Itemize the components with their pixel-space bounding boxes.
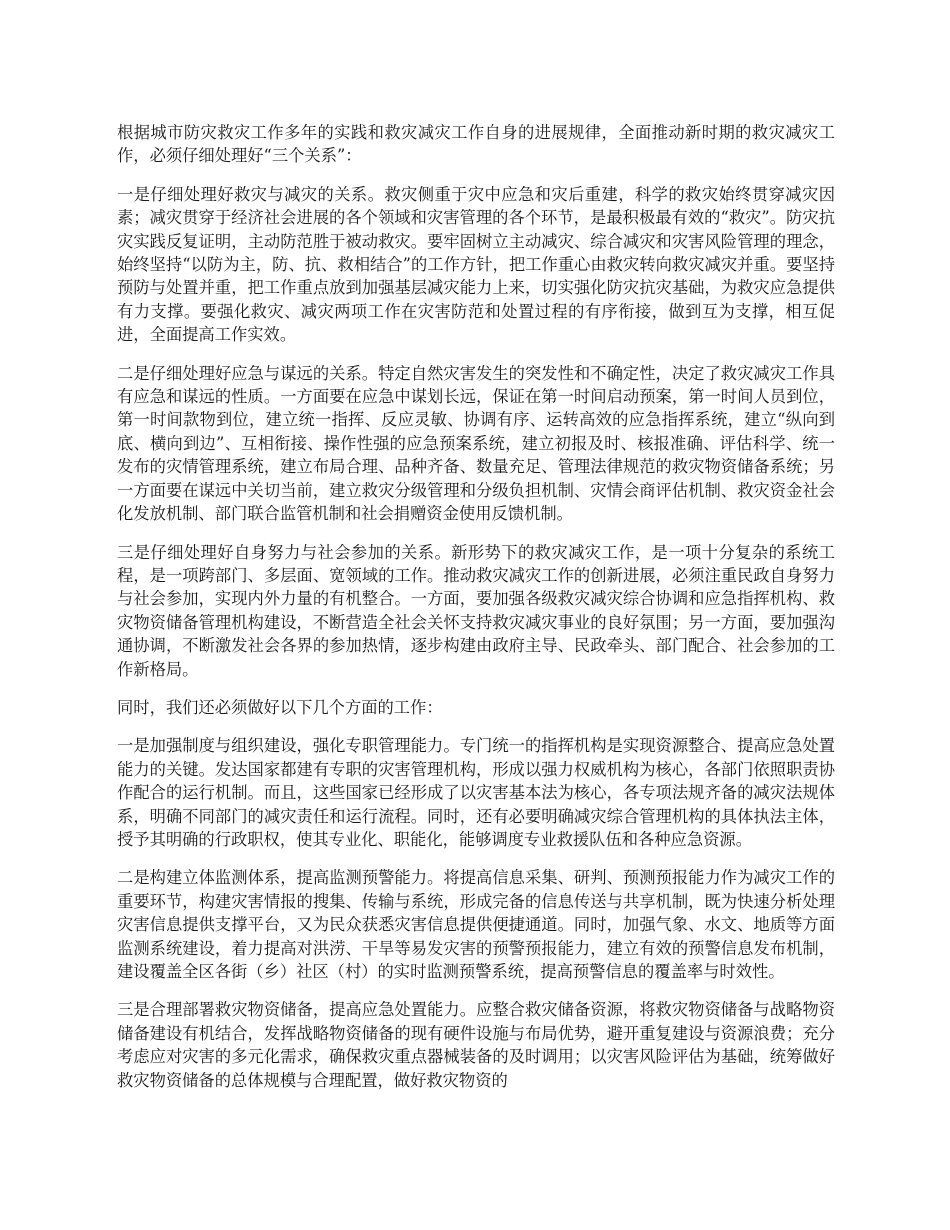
work-monitoring-paragraph: 二是构建立体监测体系，提高监测预警能力。将提高信息采集、研判、预测预报能力作为减灾工作的重要环节，构建灾害情报的搜集、传输与系统，形成完备的信息传送与共享机制，既为快速分析处理灾害信息提供支撑平台，又为民众获悉灾害信息提供便捷通道。同时，加强气象、水文、地质等方面监测系统建设，着力提高对洪涝、干旱等易发灾害的预警预报能力，建立有效的预警信息发布机制，建设覆盖全区各街（乡）社区（村）的实时监测预警系统，提高预警信息的覆盖率与时效性。: [117, 868, 835, 981]
work-institution-paragraph: 一是加强制度与组织建设，强化专职管理能力。专门统一的指挥机构是实现资源整合、提高应急处置能力的关键。发达国家都建有专职的灾害管理机构，形成以强力权威机构为核心，各部门依照职责协作配合的运行机制。而且，这些国家已经形成了以灾害基本法为核心，各专项法规齐备的减灾法规体系，明确不同部门的减灾责任和运行流程。同时，还有必要明确减灾综合管理机构的具体执法主体，授予其明确的行政职权，使其专业化、职能化，能够调度专业救援队伍和各种应急资源。: [117, 736, 835, 849]
relation-emergency-longterm-paragraph: 二是仔细处理好应急与谋远的关系。特定自然灾害发生的突发性和不确定性，决定了救灾减灾工作具有应急和谋远的性质。一方面要在应急中谋划长远，保证在第一时间启动预案，第一时间人员到位，第一时间款物到位，建立统一指挥、反应灵敏、协调有序、运转高效的应急指挥系统，建立“纵向到底、横向到边”、互相衔接、操作性强的应急预案系统，建立初报及时、核报准确、评估科学、统一发布的灾情管理系统，建立布局合理、品种齐备、数量充足、管理法律规范的救灾物资储备系统；另一方面要在谋远中关切当前，建立救灾分级管理和分级负担机制、灾情会商评估机制、救灾资金社会化发放机制、部门联合监管机制和社会捐赠资金使用反馈机制。: [117, 363, 835, 524]
relation-rescue-reduction-paragraph: 一是仔细处理好救灾与减灾的关系。救灾侧重于灾中应急和灾后重建，科学的救灾始终贯穿减灾因素；减灾贯穿于经济社会进展的各个领域和灾害管理的各个环节，是最积极最有效的“救灾”。防灾抗灾实践反复证明，主动防范胜于被动救灾。要牢固树立主动减灾、综合减灾和灾害风险管理的理念，始终坚持“以防为主，防、抗、救相结合”的工作方针，把工作重心由救灾转向救灾减灾并重。要坚持预防与处置并重，把工作重点放到加强基层减灾能力上来，切实强化防灾抗灾基础，为救灾应急提供有力支撑。要强化救灾、减灾两项工作在灾害防范和处置过程的有序衔接，做到互为支撑，相互促进，全面提高工作实效。: [117, 184, 835, 345]
transition-paragraph: 同时，我们还必须做好以下几个方面的工作：: [117, 697, 443, 717]
intro-paragraph: 根据城市防灾救灾工作多年的实践和救灾减灾工作自身的进展规律，全面推动新时期的救灾减灾工作，必须仔细处理好“三个关系”：: [117, 123, 835, 166]
work-reserves-paragraph: 三是合理部署救灾物资储备，提高应急处置能力。应整合救灾储备资源，将救灾物资储备与战略物资储备建设有机结合，发挥战略物资储备的现有硬件设施与布局优势，避开重复建设与资源浪费；充分考虑应对灾害的多元化需求，确保救灾重点器械装备的及时调用；以灾害风险评估为基础，统筹做好救灾物资储备的总体规模与合理配置，做好救灾物资的: [117, 1000, 835, 1090]
document-body: [117, 121, 835, 1107]
relation-self-social-paragraph: 三是仔细处理好自身努力与社会参加的关系。新形势下的救灾减灾工作，是一项十分复杂的系统工程，是一项跨部门、多层面、宽领域的工作。推动救灾减灾工作的创新进展，必须注重民政自身努力与社会参加，实现内外力量的有机整合。一方面，要加强各级救灾减灾综合协调和应急指挥机构、救灾物资储备管理机构建设，不断营造全社会关怀支持救灾减灾事业的良好氛围；另一方面，要加强沟通协调，不断激发社会各界的参加热情，逐步构建由政府主导、民政牵头、部门配合、社会参加的工作新格局。: [117, 542, 835, 679]
